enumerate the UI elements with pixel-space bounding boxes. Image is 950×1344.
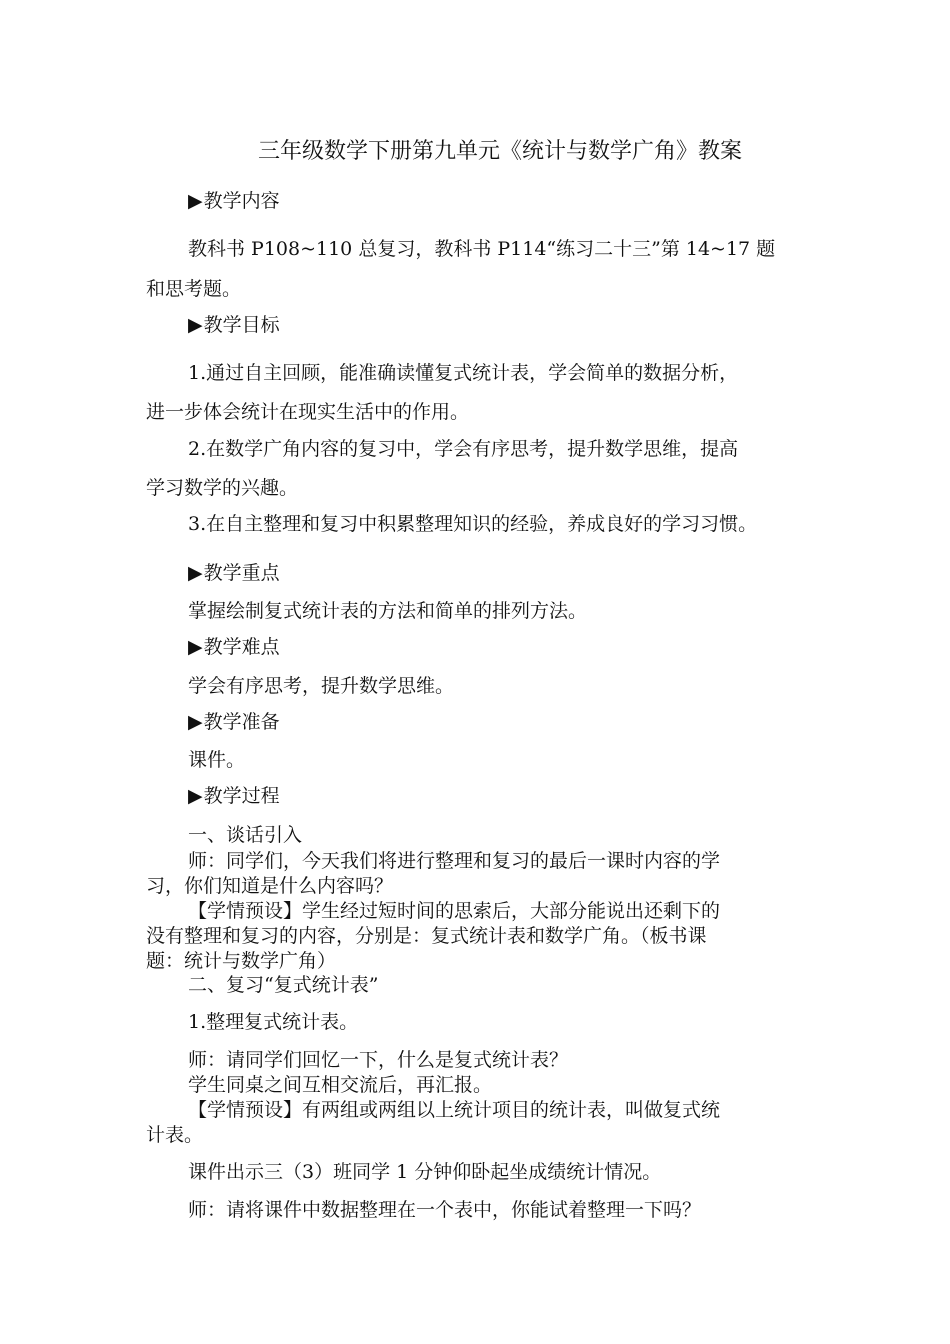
heading-goals: [188, 314, 280, 336]
heading-key-points: [188, 562, 280, 584]
heading-process: [188, 785, 280, 807]
difficulties-text: 学会有序思考，提升数学思维。: [188, 675, 455, 697]
content-text-line-2: 和思考题。: [146, 278, 242, 300]
teacher-question: 师：请同学们回忆一下，什么是复式统计表？: [188, 1049, 569, 1071]
preset-1-line-1: 【学情预设】学生经过短时间的思索后，大部分能说出还剩下的: [188, 900, 721, 922]
document-title: 三年级数学下册第九单元《统计与数学广角》教案: [257, 139, 742, 164]
triangle-marker-icon: ▶: [188, 636, 203, 658]
heading-label: 教学重点: [203, 562, 280, 584]
students-exchange: 学生同桌之间互相交流后，再汇报。: [188, 1074, 493, 1096]
teacher-task: 师：请将课件中数据整理在一个表中，你能试着整理一下吗？: [188, 1199, 702, 1221]
preset-1-line-2: 没有整理和复习的内容，分别是：复式统计表和数学广角。（板书课: [146, 925, 707, 947]
preset-2-line-2: 计表。: [146, 1124, 204, 1146]
heading-label: 教学内容: [203, 190, 280, 212]
teacher-intro-line-1: 师：同学们，今天我们将进行整理和复习的最后一课时内容的学: [188, 850, 721, 872]
heading-label: 教学过程: [203, 785, 280, 807]
preset-1-line-3: 题：统计与数学广角）: [146, 950, 337, 972]
process-part2-heading: 二、复习“复式统计表”: [188, 974, 379, 996]
triangle-marker-icon: ▶: [188, 785, 203, 807]
goal-1-line-1: 1.通过自主回顾，能准确读懂复式统计表，学会简单的数据分析，: [188, 362, 739, 384]
goal-1-line-2: 进一步体会统计在现实生活中的作用。: [146, 401, 470, 423]
content-text-line-1: 教科书 P108~110 总复习，教科书 P114“练习二十三”第 14~17 题: [188, 238, 776, 260]
courseware-text: 课件出示三（3）班同学 1 分钟仰卧起坐成绩统计情况。: [188, 1161, 662, 1183]
preset-2-line-1: 【学情预设】有两组或两组以上统计项目的统计表，叫做复式统: [188, 1099, 721, 1121]
step-1: 1.整理复式统计表。: [188, 1011, 359, 1033]
teacher-intro-line-2: 习，你们知道是什么内容吗？: [146, 875, 394, 897]
triangle-marker-icon: ▶: [188, 711, 203, 733]
triangle-marker-icon: ▶: [188, 562, 203, 584]
goal-3: 3.在自主整理和复习中积累整理知识的经验，养成良好的学习习惯。: [188, 513, 758, 535]
heading-label: 教学准备: [203, 711, 280, 733]
triangle-marker-icon: ▶: [188, 190, 203, 212]
key-points-text: 掌握绘制复式统计表的方法和简单的排列方法。: [188, 600, 588, 622]
heading-preparation: [188, 711, 280, 733]
goal-2-line-2: 学习数学的兴趣。: [146, 477, 299, 499]
goal-2-line-1: 2.在数学广角内容的复习中，学会有序思考，提升数学思维，提高: [188, 438, 739, 460]
heading-label: 教学难点: [203, 636, 280, 658]
heading-label: 教学目标: [203, 314, 280, 336]
preparation-text: 课件。: [188, 749, 246, 771]
heading-difficulties: [188, 636, 280, 658]
process-part1-heading: 一、谈话引入: [188, 824, 303, 846]
heading-content: [188, 190, 280, 212]
triangle-marker-icon: ▶: [188, 314, 203, 336]
